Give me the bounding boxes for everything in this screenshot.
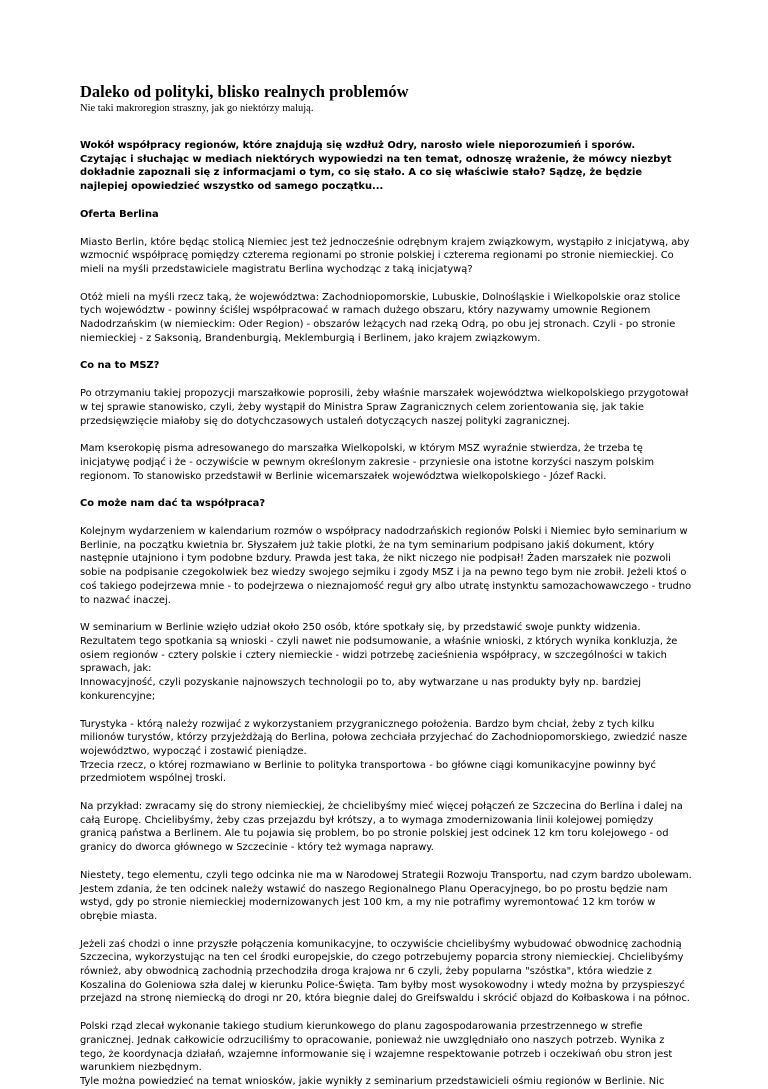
lead-line: dokładnie zapoznali się z informacjami o tym, co się stało. A co się właściwie stało? Sądzę, że będzie [80, 167, 643, 179]
lead-line: Czytając i słuchając w mediach niektórych wypowiedzi na ten temat, odnoszę wrażenie, że mówcy niezbyt [80, 153, 672, 165]
paragraph: Po otrzymaniu takiej propozycji marszałkowie poprosili, żeby właśnie marszałek województwa wielkopolskiego przygotował w tej sprawie stanowisko, czyli, żeby wystąpił do Ministra Spraw Zagranicznych celem zorientowania się, jak takie przedsięwzięcie miałoby się do dotychczasowych ustaleń dotyczących naszej polityki zagranicznej. [80, 388, 689, 427]
paragraph: Turystyka - którą należy rozwijać z wykorzystaniem przygranicznego położenia. Bardzo bym chciał, żeby z tych kilku milionów turystów, którzy przyjeżdżają do Berlina, połowa zechciała przyjechać do Zachodniopomorskiego, zwiedzić nasze województwo, wypocząć i zostawić pieniądze. Trzecia rzecz, o której rozmawiano w Berlinie to polityka transportowa - bo główne ciągi komunikacyjne powinny być przedmiotem wspólnej troski. [80, 718, 688, 785]
paragraph: Polski rząd zlecał wykonanie takiego studium kierunkowego do planu zagospodarowania przestrzennego w strefie granicznej. Jednak całkowicie odrzuciliśmy to opracowanie, ponieważ nie uwzględniało ono naszych potrzeb. Wynika z tego, że koordynacja działań, wzajemne informowanie się i wzajemne respektowanie potrzeb i oczekiwań obu stron jest warunkiem niezbędnym. Tyle można powiedzieć na temat wniosków, jakie wynikły z seminarium przedstawicieli ośmiu regionów w Berlinie. Nic [80, 1021, 673, 1087]
paragraph: Niestety, tego elementu, czyli tego odcinka nie ma w Narodowej Strategii Rozwoju Transportu, nad czym bardzo ubolewam. Jestem zdania, że ten odcinek należy wstawić do naszego Regionalnego Planu Operacyjnego, bo po prostu będzie nam wstyd, gdy po stronie niemieckiej modernizowanych jest 100 km, a my nie potrafimy wyremontować 12 km torów w obrębie miasta. [80, 869, 692, 922]
paragraph: Jeżeli zaś chodzi o inne przyszłe połączenia komunikacyjne, to oczywiście chcielibyśmy wybudować obwodnicę zachodnią Szczecina, wykorzystując na ten cel środki europejskie, do czego potrzebujemy poparcia strony niemieckiej. Chcielibyśmy również, aby obwodnicą zachodnią przechodziła droga krajowa nr 6 czyli, żeby popularna "szóstka", która wiedzie z Koszalina do Goleniowa szła dalej w kierunku Police-Święta. Tam byłby most wysokowodny i wtedy można by przyspieszyć przejazd na stronę niemiecką do drogi nr 20, która biegnie dalej do Greifswaldu i skrócić objazd do Kołbaskowa i na północ. [80, 938, 690, 1005]
section-heading: Co na to MSZ? [80, 360, 160, 372]
paragraph: W seminarium w Berlinie wzięło udział około 250 osób, które spotkały się, by przedstawić swoje punkty widzenia. Rezultatem tego spotkania są wnioski - czyli nawet nie podsumowanie, a właśnie wnioski, z których wynika konkluzja, że osiem regionów - cztery polskie i cztery niemieckie - widzi potrzebę zacieśnienia współpracy, w szczególności w takich sprawach, jak: Innowacyjność, czyli pozyskanie najnowszych technologii po to, aby wytwarzane u nas produkty były np. bardziej konkurencyjne; [80, 622, 678, 702]
document-page [80, 0, 692, 1089]
section-heading: Co może nam dać ta współpraca? [80, 498, 266, 510]
paragraph: Otóż mieli na myśli rzecz taką, że województwa: Zachodniopomorskie, Lubuskie, Dolnośląskie i Wielkopolskie oraz stolice tych województw - powinny ściślej współpracować w ramach dużego obszaru, który nazywamy umownie Regionem Nadodrzańskim (w niemieckim: Oder Region) - obszarów leżących nad rzeką Odrą, po obu jej stronach. Czyli - po stronie niemieckiej - z Saksonią, Brandenburgią, Meklemburgią i Berlinem, jako krajem związkowym. [80, 291, 681, 344]
lead-line: najlepiej opowiedzieć wszystko od samego początku... [80, 181, 384, 193]
lead-line: Wokół współpracy regionów, które znajdują się wzdłuż Odry, narosło wiele nieporozumień i sporów. [80, 140, 636, 151]
paragraph: Miasto Berlin, które będąc stolicą Niemiec jest też jednocześnie odrębnym krajem związkowym, wystąpiło z inicjatywą, aby wzmocnić współpracę pomiędzy czterema regionami po stronie polskiej i czterema regionami po stronie niemieckiej. Co mieli na myśli przedstawiciele magistratu Berlina wychodząc z taką inicjatywą? [80, 236, 690, 275]
paragraph: Kolejnym wydarzeniem w kalendarium rozmów o współpracy nadodrzańskich regionów Polski i Niemiec było seminarium w Berlinie, na początku kwietnia br. Słyszałem już takie plotki, że na tym seminarium podpisano jakiś dokument, który następnie utajniono i tym podobne bzdury. Prawda jest taka, że nikt niczego nie podpisał! Żaden marszałek nie pozwoli sobie na podpisanie czegokolwiek bez wiedzy swojego sejmiku i zgody MSZ i ja na pewno tego bym nie zrobił. Jeżeli ktoś o coś takiego podejrzewa mnie - to podejrzewa o nieznajomość reguł gry albo utratę instynktu samozachowawczego - trudno to nazwać inaczej. [80, 526, 692, 606]
paragraph: Na przykład: zwracamy się do strony niemieckiej, że chcielibyśmy mieć więcej połączeń ze Szczecina do Berlina i dalej na całą Europę. Chcielibyśmy, żeby czas przejazdu był krótszy, a to wymaga zmodernizowania linii kolejowej pomiędzy granicą państwa a Berlinem. Ale tu pojawia się problem, bo po stronie polskiej jest odcinek 12 km toru kolejowego - od granicy do dworca głównego w Szczecinie - który też wymaga naprawy. [80, 801, 683, 854]
article-subtitle: Nie taki makroregion straszny, jak go niektórzy malują. [80, 103, 314, 114]
article-lead [80, 139, 692, 194]
section-heading: Oferta Berlina [80, 208, 159, 220]
paragraph: Mam kserokopię pisma adresowanego do marszałka Wielkopolski, w którym MSZ wyraźnie stwierdza, że trzeba tę inicjatywę podjąć i że - oczywiście w pewnym określonym zakresie - przyniesie ona istotne korzyści naszym polskim regionom. To stanowisko przedstawił w Berlinie wicemarszałek województwa wielkopolskiego - Józef Racki. [80, 443, 655, 482]
article-title: Daleko od polityki, blisko realnych problemów [80, 82, 409, 101]
